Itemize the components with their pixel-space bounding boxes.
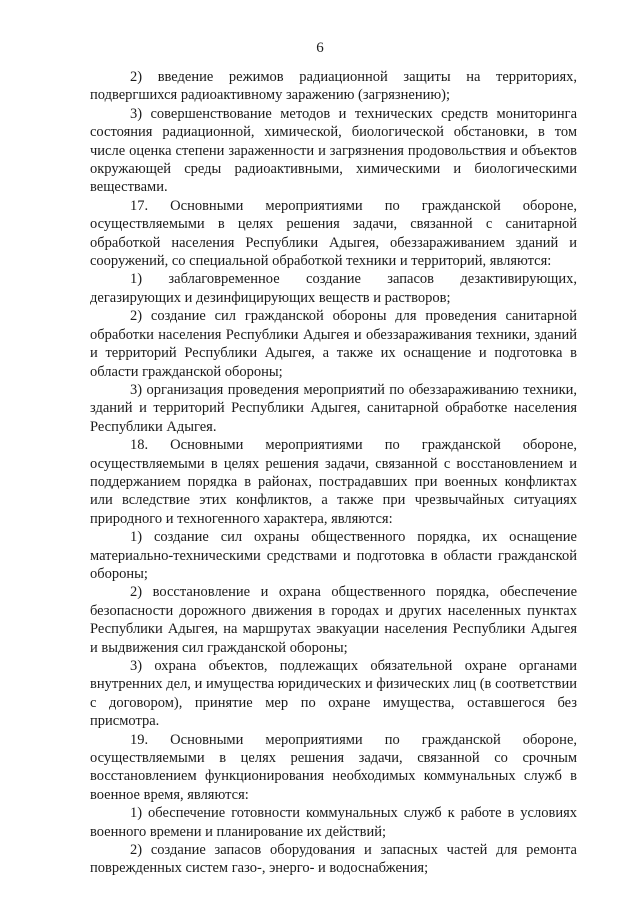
paragraph: 2) создание запасов оборудования и запасных частей для ремонта поврежденных систем газо-, энерго- и водоснабжения; xyxy=(90,842,577,877)
paragraph: 3) совершенствование методов и технических средств мониторинга состояния радиационной, химической, биологической обстановки, в том числе оценка степени зараженности и загрязнения продовольствия и объектов окружающей среды радиоактивными, химическими и биологическими веществами. xyxy=(90,105,577,196)
paragraph: 1) обеспечение готовности коммунальных служб к работе в условиях военного времени и планирование их действий; xyxy=(90,805,577,840)
page-number: 6 xyxy=(316,40,324,56)
paragraph: 2) введение режимов радиационной защиты на территориях, подвергшихся радиоактивному заражению (загрязнению); xyxy=(90,69,577,104)
paragraph: 3) охрана объектов, подлежащих обязательной охране органами внутренних дел, и имущества юридических и физических лиц (в соответствии с договором), принятие мер по охране имущества, оставшегося без присмотра. xyxy=(90,658,577,730)
paragraph: 2) создание сил гражданской обороны для проведения санитарной обработки населения Республики Адыгея и обеззараживания техники, зданий и территорий Республики Адыгея, а также их оснащение и подготовка в области гражданской обороны; xyxy=(90,308,577,380)
paragraph: 3) организация проведения мероприятий по обеззараживанию техники, зданий и территорий Республики Адыгея, санитарной обработке населения Республики Адыгея. xyxy=(90,381,577,435)
paragraph: 1) создание сил охраны общественного порядка, их оснащение материально-техническими средствами и подготовка в области гражданской обороны; xyxy=(90,529,577,582)
paragraph: 17. Основными мероприятиями по гражданской обороне, осуществляемыми в целях решения задачи, связанной с санитарной обработкой населения Республики Адыгея, обеззараживанием зданий и сооружений, со специальной обработкой техники и территорий, являются: xyxy=(90,197,577,270)
paragraph: 1) заблаговременное создание запасов дезактивирующих, дегазирующих и дезинфицирующих веществ и растворов; xyxy=(90,271,577,306)
document-body xyxy=(90,68,577,878)
paragraph: 18. Основными мероприятиями по гражданской обороне, осуществляемыми в целях решения задачи, связанной с восстановлением и поддержанием порядка в районах, пострадавших при военных конфликтах или вследствие этих конфликтов, а также при чрезвычайных ситуациях природного и техногенного характера, являются: xyxy=(90,437,577,527)
paragraph: 2) восстановление и охрана общественного порядка, обеспечение безопасности дорожного движения в городах и других населенных пунктах Республики Адыгея, на маршрутах эвакуации населения Республики Адыгея и выдвижения сил гражданской обороны; xyxy=(90,584,577,656)
paragraph: 19. Основными мероприятиями по гражданской обороне, осуществляемыми в целях решения задачи, связанной со срочным восстановлением функционирования необходимых коммунальных служб в военное время, являются: xyxy=(90,731,577,803)
